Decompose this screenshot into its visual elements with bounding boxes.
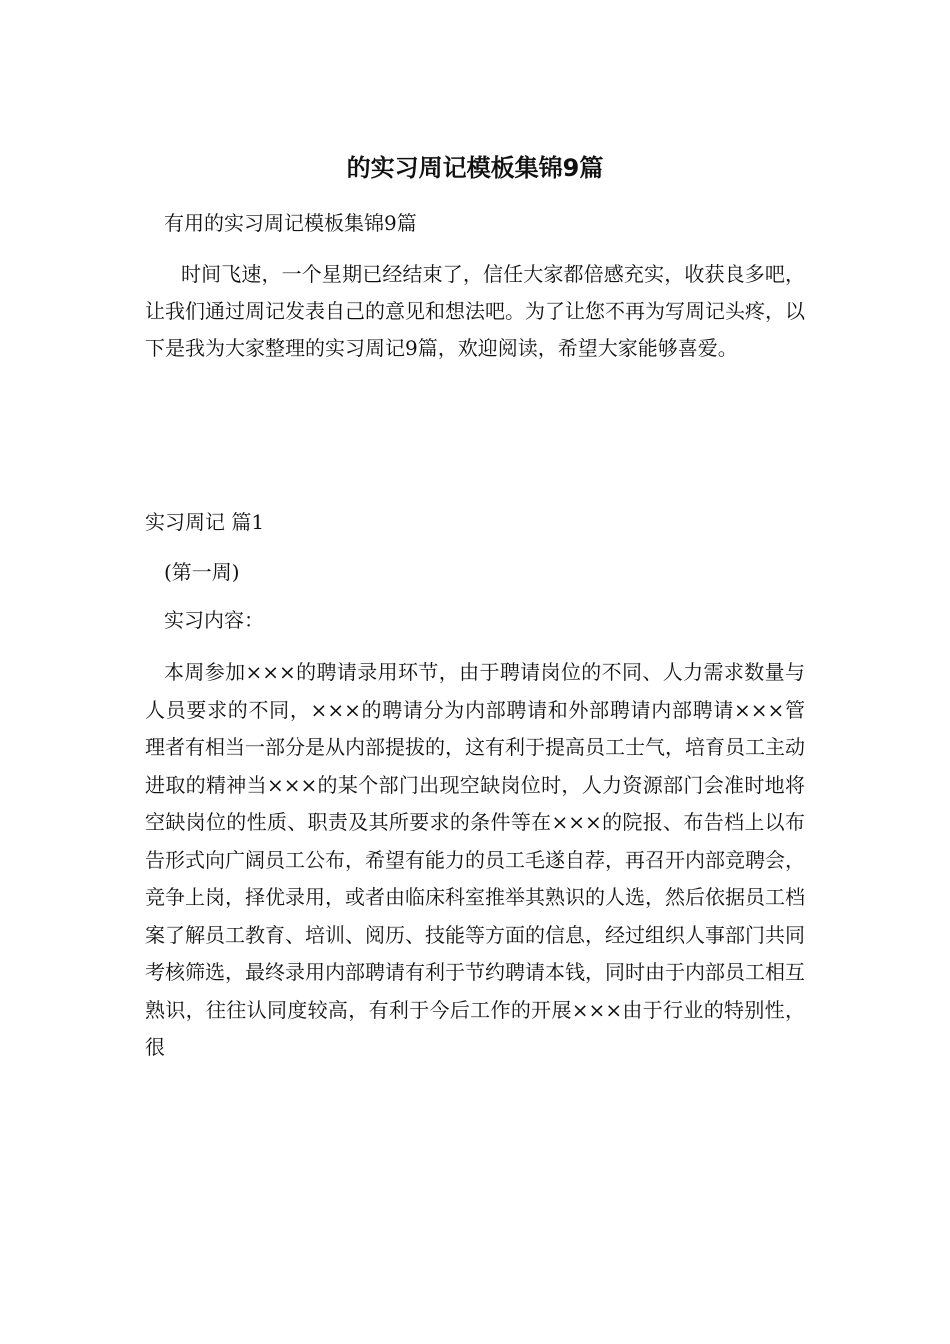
intro-paragraph: 时间飞速，一个星期已经结束了，信任大家都倍感充实，收获良多吧，让我们通过周记发表自己的意见和想法吧。为了让您不再为写周记头疼，以下是我为大家整理的实习周记9篇，欢迎阅读，希望大家能够喜爱。 (145, 262, 805, 360)
document-title: 的实习周记模板集锦9篇 (346, 154, 604, 182)
week-label: (第一周) (164, 560, 240, 584)
section-heading: 实习周记 篇1 (145, 510, 265, 534)
body-paragraph: 本周参加×××的聘请录用环节，由于聘请岗位的不同、人力需求数量与人员要求的不同，×××的聘请分为内部聘请和外部聘请内部聘请×××管理者有相当一部分是从内部提拔的，这有利于提高员工士气，培育员工主动进取的精神当×××的某个部门出现空缺岗位时，人力资源部门会准时地将空缺岗位的性质、职责及其所要求的条件等在×××的院报、布告档上以布告形式向广阔员工公布，希望有能力的员工毛遂自荐，再召开内部竞聘会，竞争上岗，择优录用，或者由临床科室推举其熟识的人选，然后依据员工档案了解员工教育、培训、阅历、技能等方面的信息，经过组织人事部门共同考核筛选，最终录用内部聘请有利于节约聘请本钱，同时由于内部员工相互熟识，往往认同度较高，有利于今后工作的开展×××由于行业的特别性，很 (145, 660, 805, 1059)
content-label: 实习内容： (164, 608, 264, 632)
document-subtitle: 有用的实习周记模板集锦9篇 (164, 211, 417, 235)
